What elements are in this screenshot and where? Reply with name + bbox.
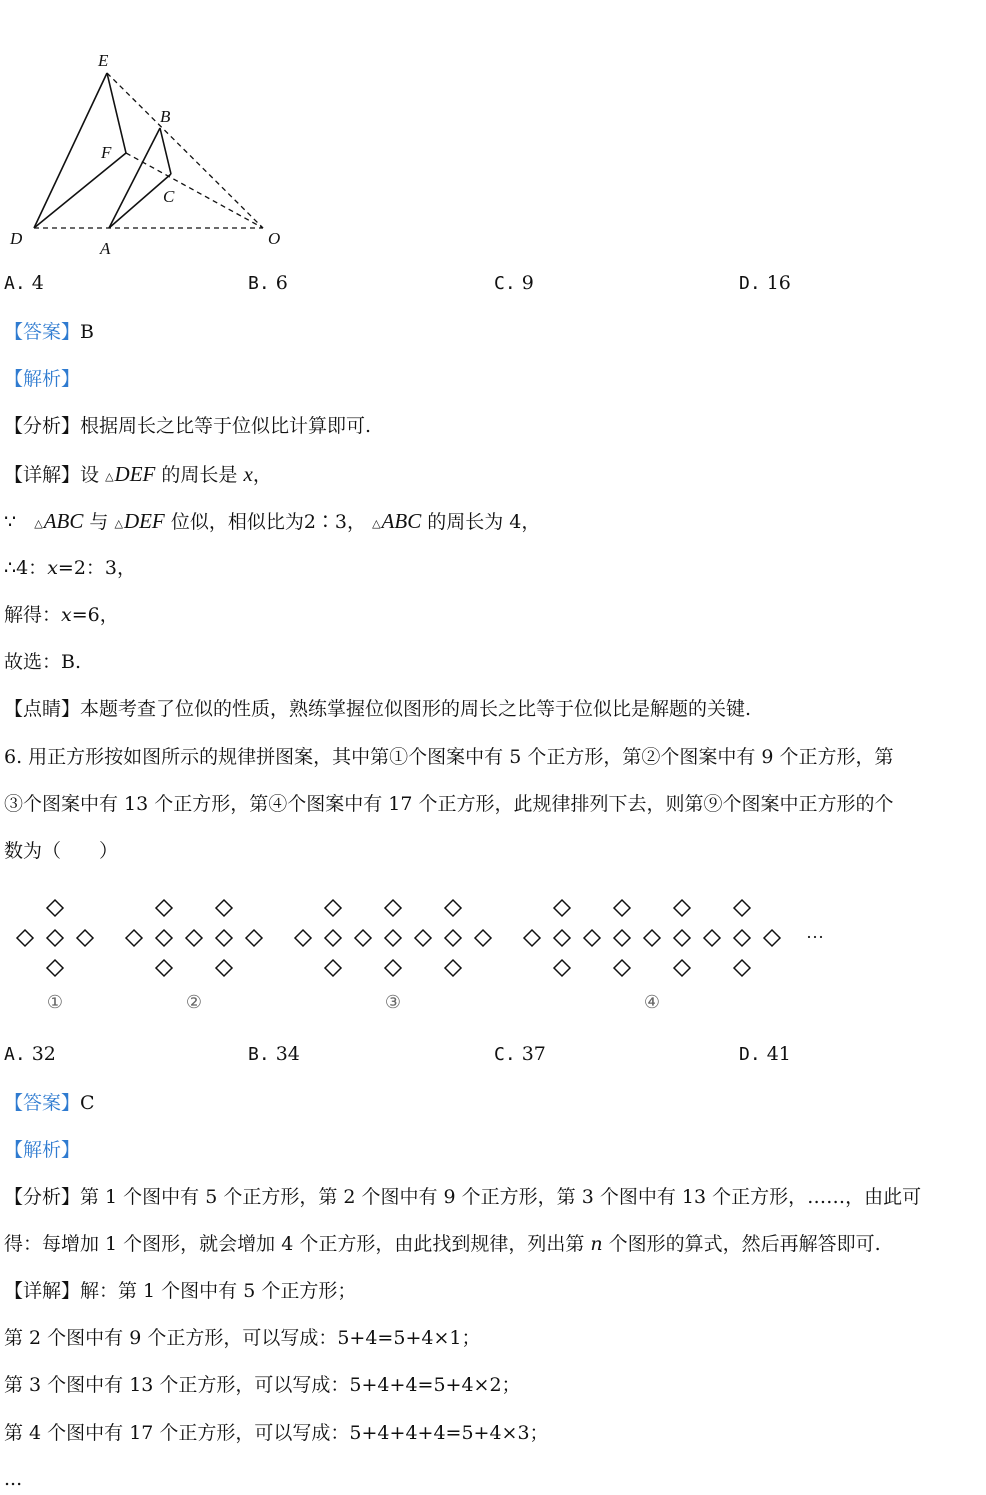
- q6-option-c[interactable]: C. 37: [494, 1043, 546, 1065]
- q6-stem-line-1: 6. 用正方形按如图所示的规律拼图案，其中第①个图案中有 5 个正方形，第②个图案中有 9 个正方形，第: [4, 746, 894, 768]
- q5-solve-line: 解得：x=6，: [4, 604, 119, 626]
- q6-step-2: 第 3 个图中有 13 个正方形，可以写成：5+4+4=5+4×2；: [4, 1374, 521, 1396]
- q5-since-line: ∵ △ABC 与 △DEF 位似，相似比为2∶3， △ABC 的周长为 4，: [4, 509, 541, 533]
- pattern-label-3: ③: [384, 992, 402, 1012]
- q6-step-3: 第 4 个图中有 17 个正方形，可以写成：5+4+4+4=5+4×3；: [4, 1422, 549, 1444]
- pattern-label-4: ④: [643, 992, 661, 1012]
- q6-stem-line-2: ③个图案中有 13 个正方形，第④个图案中有 17 个正方形，此规律排列下去，则第⑨个图案中正方形的个: [4, 793, 894, 815]
- q6-continuation-dots: ...: [4, 1468, 23, 1490]
- triangle-icon: △: [372, 517, 381, 530]
- q5-choose-line: 故选：B.: [4, 651, 82, 673]
- q5-option-b[interactable]: B. 6: [248, 272, 288, 294]
- q5-option-c[interactable]: C. 9: [494, 272, 534, 294]
- label-a: A: [100, 239, 111, 258]
- triangle-icon: △: [114, 517, 123, 530]
- q5-therefore-line: ∴4：x=2：3，: [4, 557, 137, 579]
- q6-option-d[interactable]: D. 41: [739, 1043, 791, 1065]
- pattern-3: [295, 900, 491, 976]
- label-o: O: [268, 229, 281, 248]
- q6-option-a[interactable]: A. 32: [4, 1043, 56, 1065]
- q6-stem-line-3: 数为（ ）: [4, 840, 119, 862]
- geometry-figure: [0, 40, 310, 265]
- label-c: C: [163, 187, 175, 206]
- q6-step-1: 第 2 个图中有 9 个正方形，可以写成：5+4=5+4×1；: [4, 1327, 481, 1349]
- q5-jiexi: 【解析】: [4, 368, 81, 390]
- pattern-label-1: ①: [46, 992, 64, 1012]
- q5-xiangjie: 【详解】设 △DEF 的周长是 x，: [4, 462, 272, 486]
- label-b: B: [160, 107, 171, 126]
- q5-option-d[interactable]: D. 16: [739, 272, 791, 294]
- label-f: F: [101, 143, 112, 162]
- q6-answer: 【答案】C: [4, 1092, 95, 1114]
- ellipsis-text: ···: [806, 927, 824, 947]
- triangle-icon: △: [34, 517, 43, 530]
- q6-xiangjie: 【详解】解：第 1 个图中有 5 个正方形；: [4, 1280, 357, 1302]
- q6-option-b[interactable]: B. 34: [248, 1043, 300, 1065]
- pattern-2: [126, 900, 262, 976]
- pattern-1: [17, 900, 93, 976]
- label-d: D: [10, 229, 23, 248]
- q6-fenxi-line-1: 【分析】第 1 个图中有 5 个正方形，第 2 个图中有 9 个正方形，第 3 个图中有 13 个正方形，……，由此可: [4, 1186, 922, 1208]
- q6-jiexi: 【解析】: [4, 1139, 81, 1161]
- q5-option-a[interactable]: A. 4: [4, 272, 44, 294]
- triangle-icon: △: [105, 470, 114, 483]
- q5-dianjing: 【点睛】本题考查了位似的性质，熟练掌握位似图形的周长之比等于位似比是解题的关键.: [4, 698, 752, 720]
- q5-fenxi: 【分析】根据周长之比等于位似比计算即可.: [4, 415, 372, 437]
- square-pattern-figure: [0, 885, 986, 1020]
- pattern-label-2: ②: [185, 992, 203, 1012]
- pattern-4: [524, 900, 780, 976]
- q6-fenxi-line-2: 得：每增加 1 个图形，就会增加 4 个正方形，由此找到规律，列出第 n 个图形的算式，然后再解答即可.: [4, 1233, 881, 1255]
- label-e: E: [98, 51, 109, 70]
- q5-answer: 【答案】B: [4, 321, 94, 343]
